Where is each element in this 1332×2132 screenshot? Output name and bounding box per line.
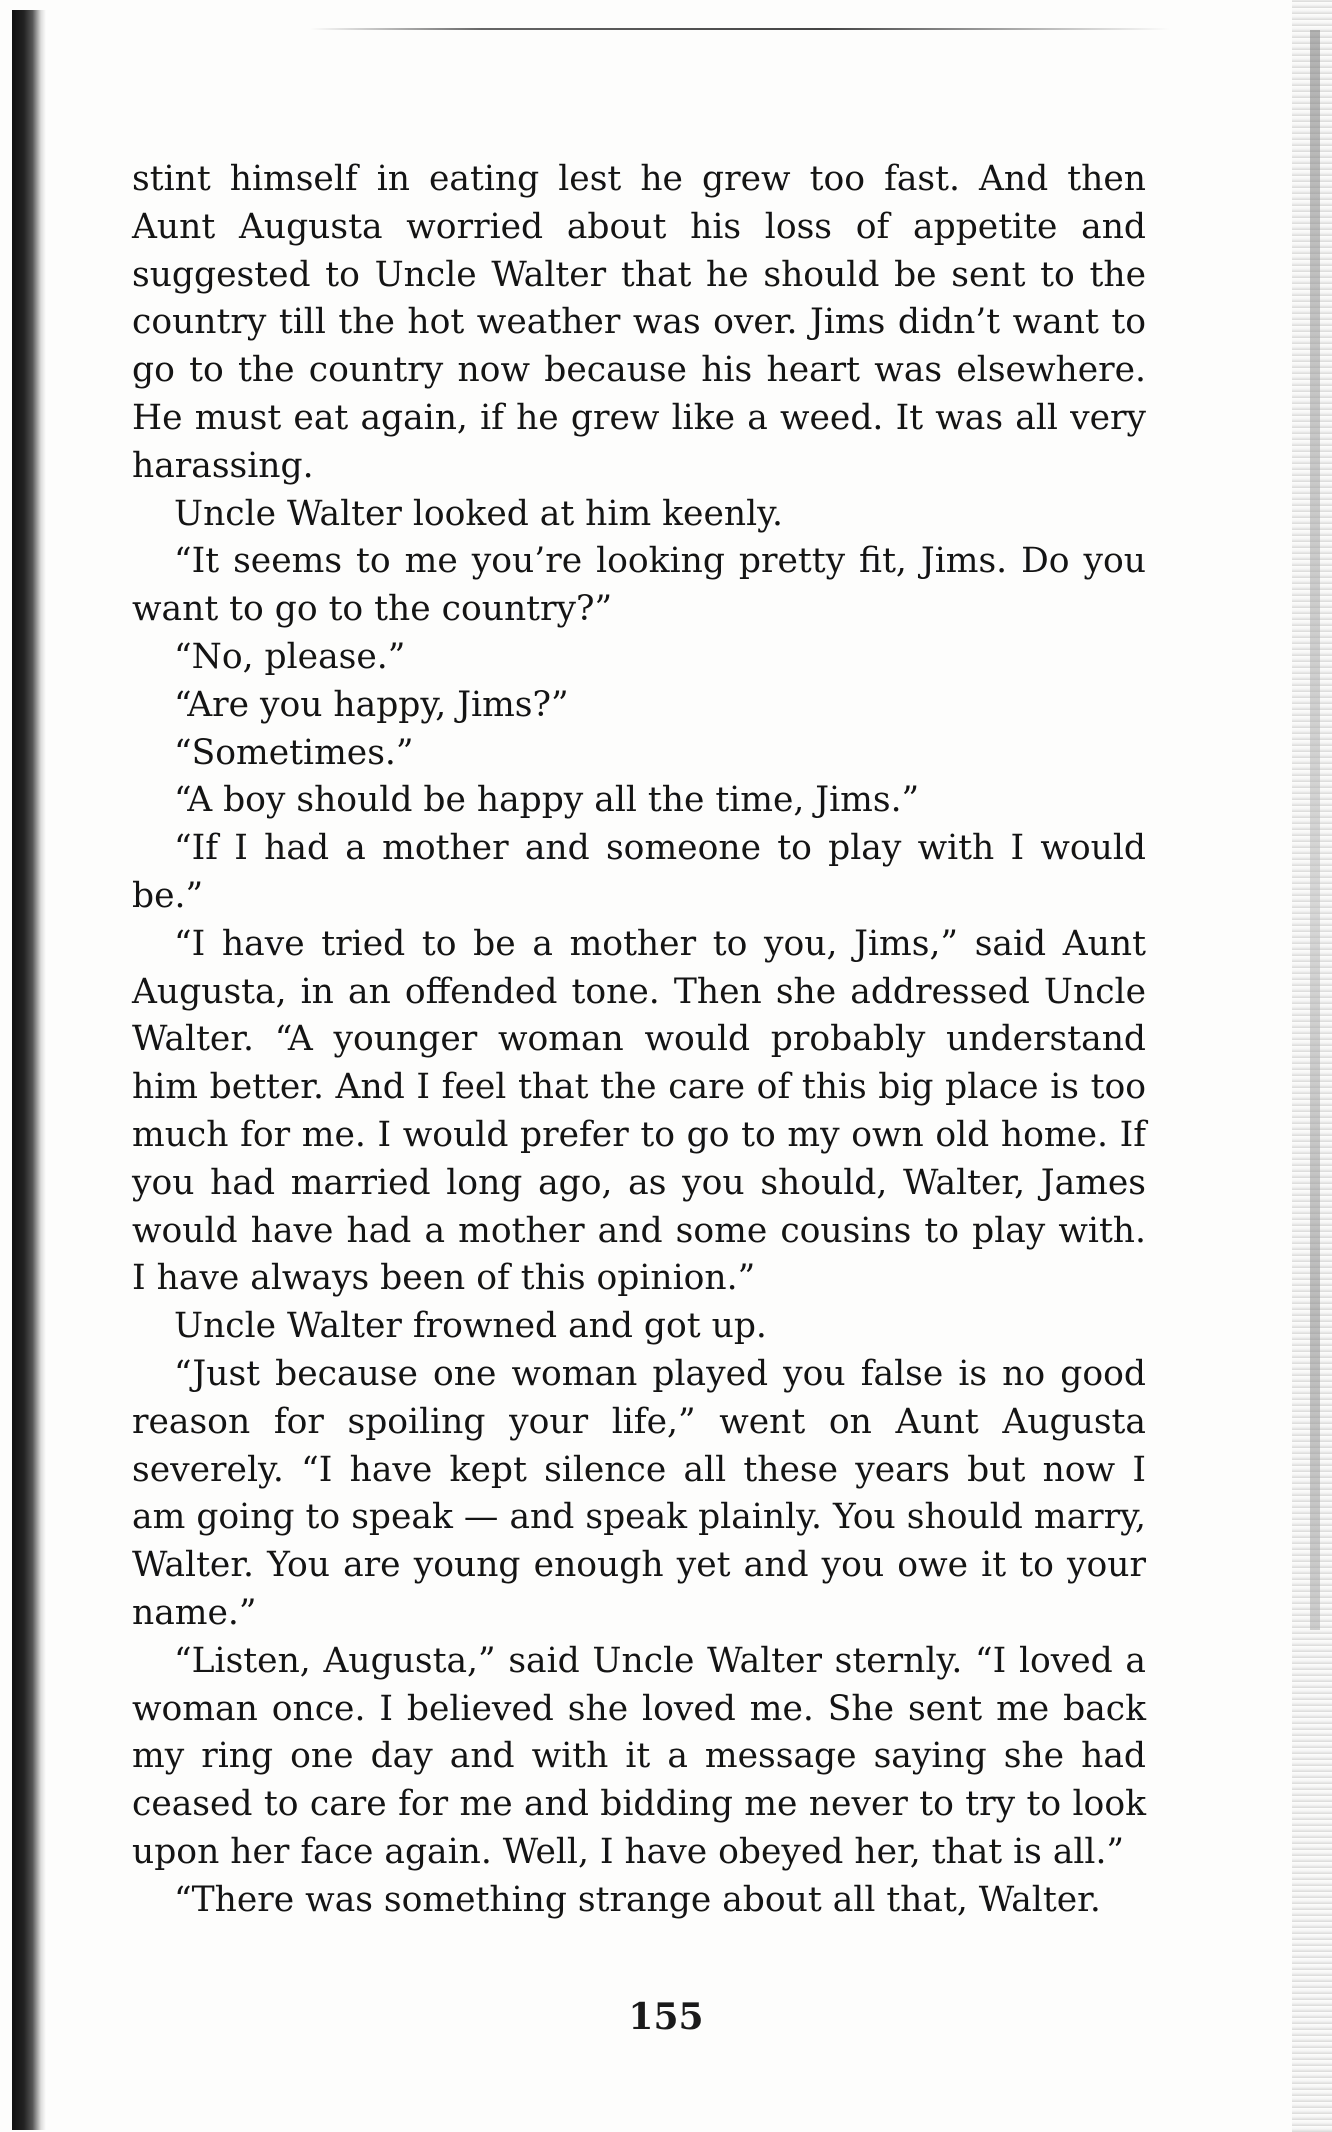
scan-top-line — [310, 28, 1170, 30]
paragraph: “It seems to me you’re looking pretty fit, Jims. Do you want to go to the country?” — [132, 541, 1146, 630]
paragraph: Uncle Walter frowned and got up. — [174, 1306, 767, 1347]
page-number: 155 — [628, 1996, 704, 2038]
page-edge-shadow — [1310, 30, 1320, 1630]
paragraph: “A boy should be happy all the time, Jims.” — [174, 780, 920, 821]
paragraph: “I have tried to be a mother to you, Jims,” said Aunt Augusta, in an offended tone. Then she addressed Uncle Walter. “A younger woman would probably understand him better. And I feel that the care of this big place is too much for me. I would prefer to go to my own old home. If you had married long ago, as you should, Walter, James would have had a mother and some cousins to play with. I have always been of this opinion.” — [132, 923, 1146, 1299]
paragraph: “No, please.” — [174, 636, 406, 677]
paragraph: “Listen, Augusta,” said Uncle Walter sternly. “I loved a woman once. I believed she loved me. She sent me back my ring one day and with it a message saying she had ceased to care for me and bidding me never to try to look upon her face again. Well, I have obeyed her, that is all.” — [132, 1640, 1146, 1872]
paragraph: “Are you happy, Jims?” — [174, 684, 569, 725]
paragraph: “Just because one woman played you false is no good reason for spoiling your life,” went on Aunt Augusta severely. “I have kept silence all these years but now I am going to speak — and speak plainly. You should marry, Walter. You are young enough yet and you owe it to your name.” — [132, 1353, 1146, 1633]
paragraph: Uncle Walter looked at him keenly. — [174, 493, 783, 534]
binding-shadow — [12, 10, 46, 2130]
paragraph: “If I had a mother and someone to play with I would be.” — [132, 828, 1146, 916]
body-text — [132, 156, 1146, 1924]
paragraph: stint himself in eating lest he grew too fast. And then Aunt Augusta worried about his loss of appetite and suggested to Uncle Walter that he should be sent to the country till the hot weather was over. Jims didn’t want to go to the country now because his heart was elsewhere. He must eat again, if he grew like a weed. It was all very harassing. — [132, 159, 1146, 486]
paragraph: “Sometimes.” — [174, 732, 414, 773]
paragraph: “There was something strange about all that, Walter. — [174, 1879, 1101, 1920]
